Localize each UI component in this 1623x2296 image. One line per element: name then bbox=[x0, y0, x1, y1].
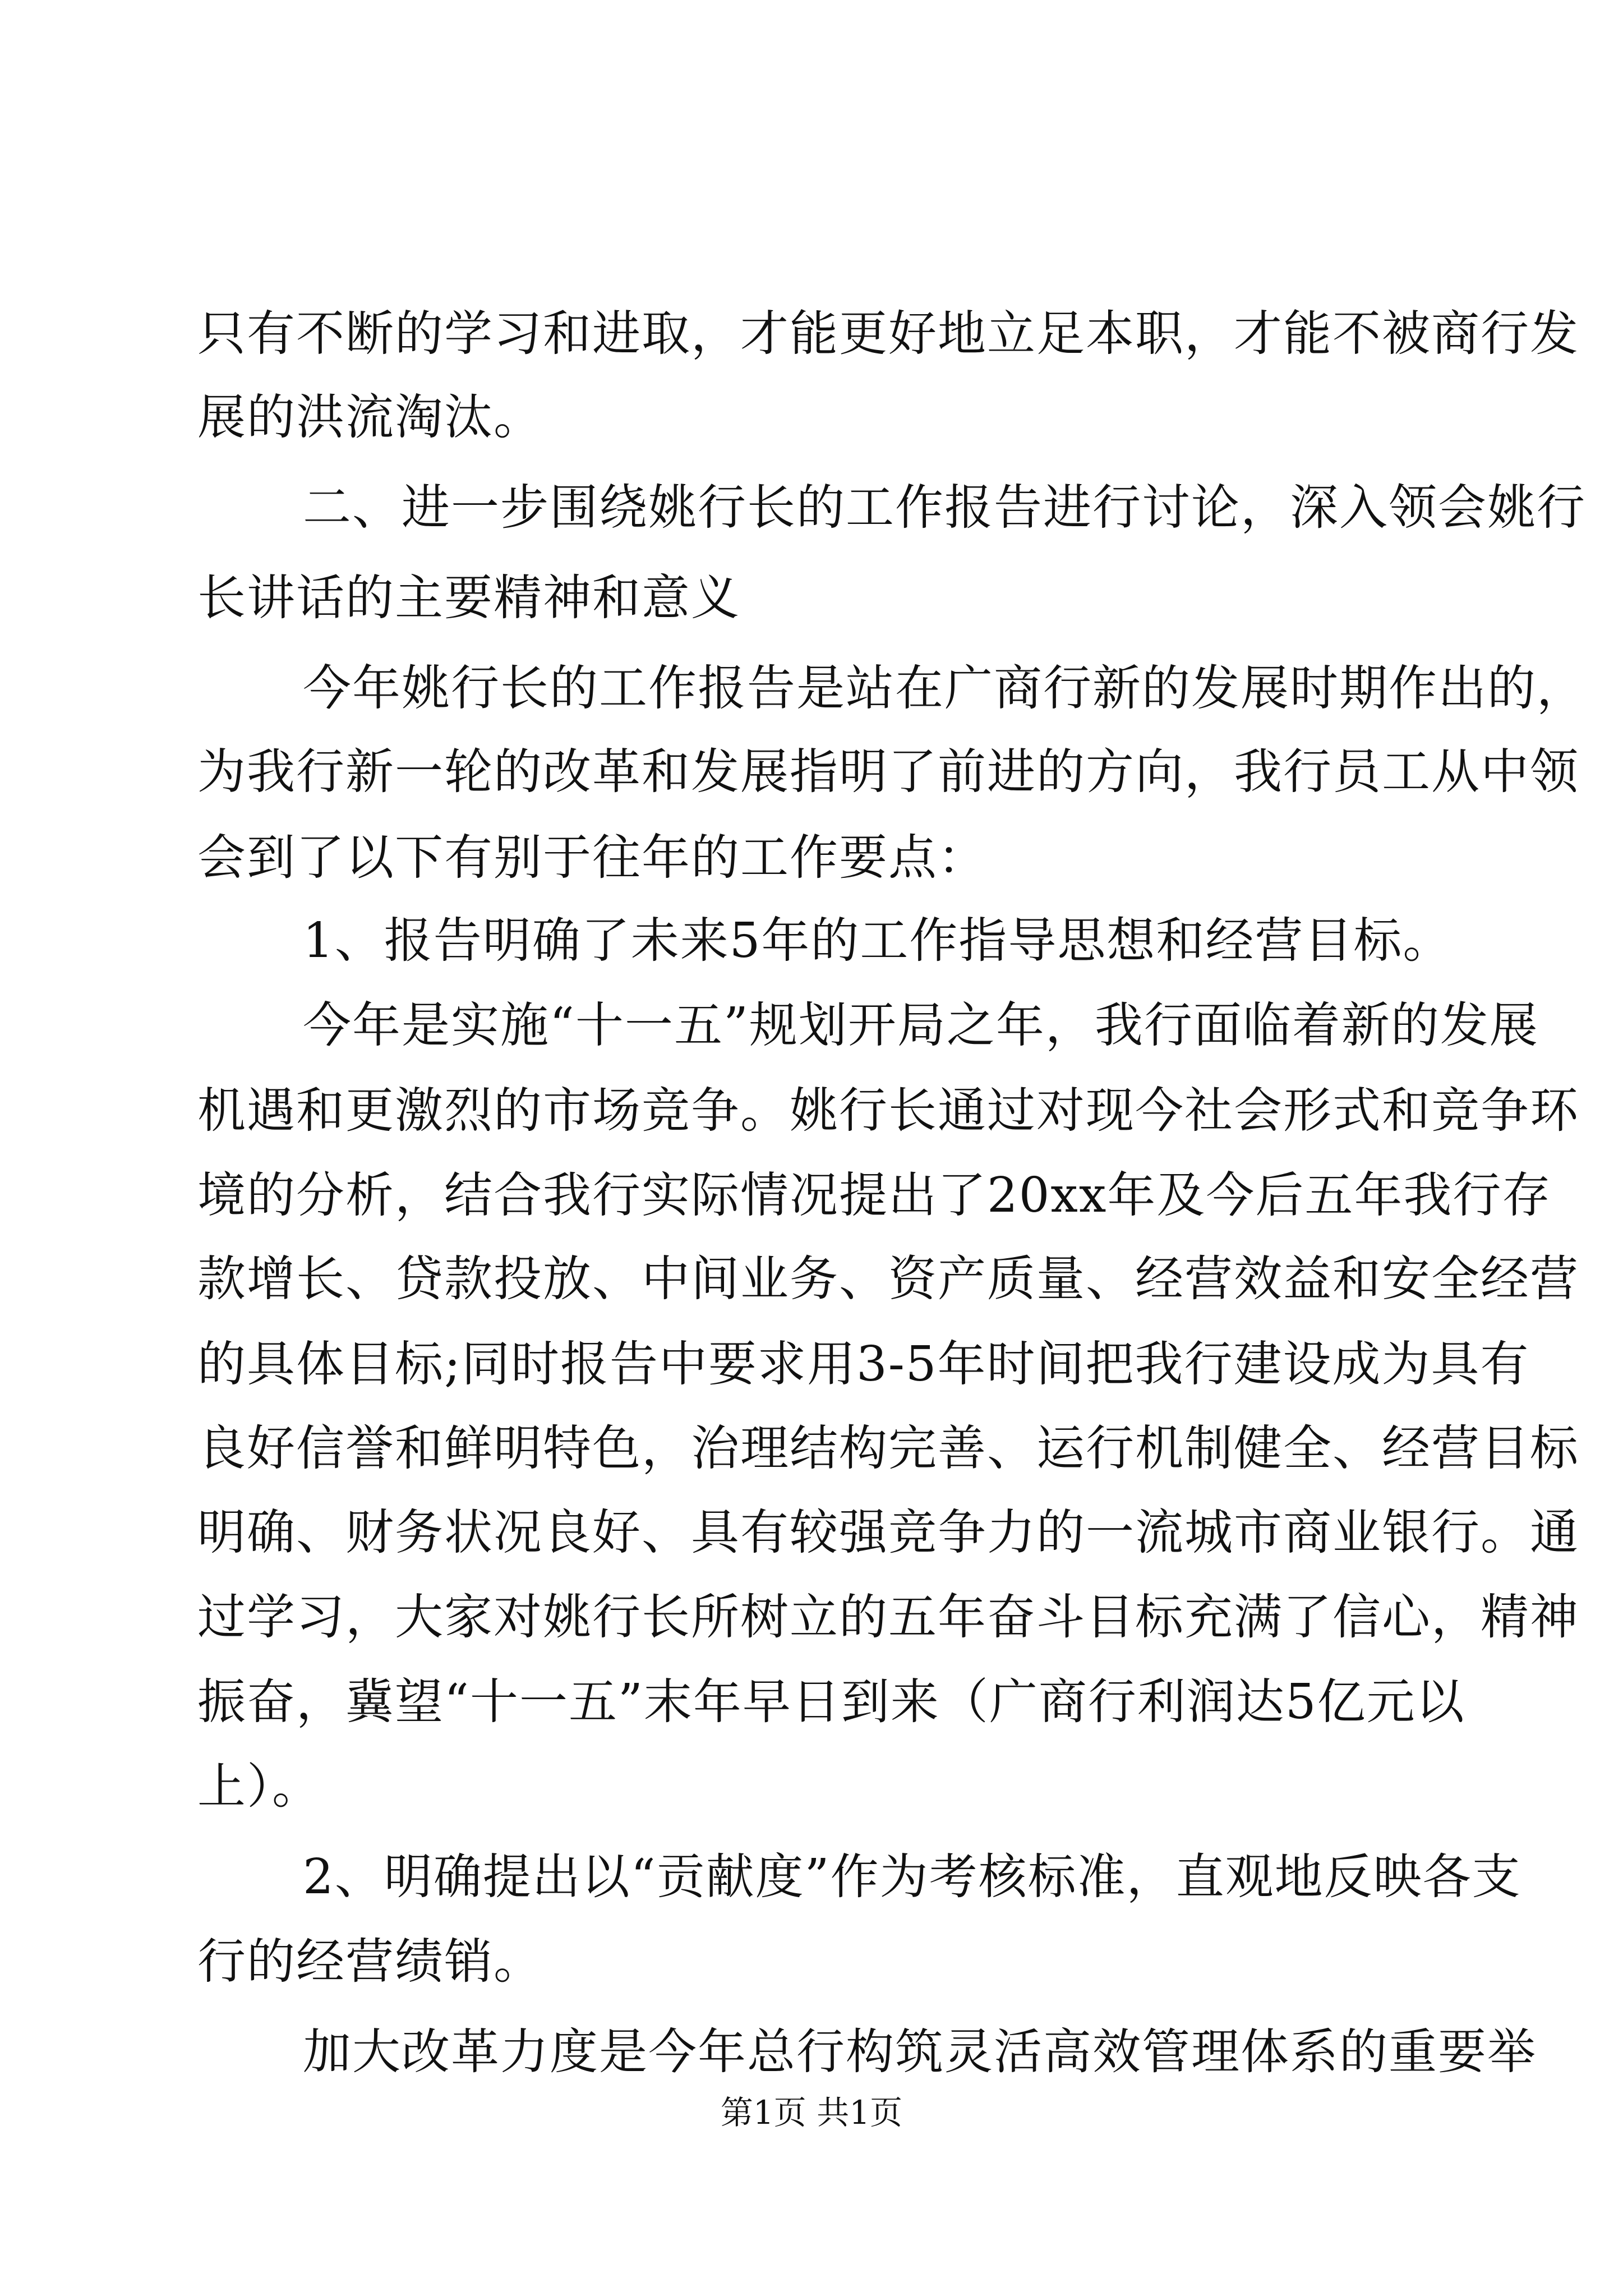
text-line: 只有不断的学习和进取，才能更好地立足本职，才能不被商行发 bbox=[197, 306, 1579, 362]
text-line: 的具体目标;同时报告中要求用3-5年时间把我行建设成为具有 bbox=[197, 1336, 1530, 1392]
section-heading: 长讲话的主要精神和意义 bbox=[197, 570, 740, 626]
text-line: 良好信誉和鲜明特色，治理结构完善、运行机制健全、经营目标 bbox=[197, 1420, 1579, 1476]
text-line: 明确、财务状况良好、具有较强竞争力的一流城市商业银行。通 bbox=[197, 1504, 1579, 1561]
text-line: 过学习，大家对姚行长所树立的五年奋斗目标充满了信心，精神 bbox=[197, 1589, 1579, 1645]
text-line: 加大改革力度是今年总行构筑灵活高效管理体系的重要举 bbox=[303, 2024, 1537, 2080]
text-line: 为我行新一轮的改革和发展指明了前进的方向，我行员工从中领 bbox=[197, 744, 1579, 800]
list-item-heading: 行的经营绩销。 bbox=[197, 1934, 543, 1990]
list-item-heading: 1、报告明确了未来5年的工作指导思想和经营目标。 bbox=[303, 913, 1453, 969]
text-line: 境的分析，结合我行实际情况提出了20xx年及今后五年我行存 bbox=[197, 1167, 1552, 1223]
text-line: 今年是实施“十一五”规划开局之年，我行面临着新的发展 bbox=[303, 997, 1539, 1053]
list-item-heading: 2、明确提出以“贡献度”作为考核标准，直观地反映各支 bbox=[303, 1849, 1521, 1905]
text-line: 机遇和更激烈的市场竞争。姚行长通过对现今社会形式和竞争环 bbox=[197, 1083, 1579, 1139]
text-line: 振奋，冀望“十一五”末年早日到来（广商行利润达5亿元以 bbox=[197, 1674, 1465, 1730]
page-footer: 第1页 共1页 bbox=[720, 2093, 903, 2132]
section-heading: 二、进一步围绕姚行长的工作报告进行讨论，深入领会姚行 bbox=[303, 480, 1586, 536]
text-line: 会到了以下有别于往年的工作要点： bbox=[197, 830, 987, 886]
text-line: 今年姚行长的工作报告是站在广商行新的发展时期作出的， bbox=[303, 660, 1586, 716]
text-line: 款增长、贷款投放、中间业务、资产质量、经营效益和安全经营 bbox=[197, 1251, 1579, 1307]
text-line: 上）。 bbox=[197, 1759, 321, 1815]
text-line: 展的洪流淘汰。 bbox=[197, 389, 543, 445]
